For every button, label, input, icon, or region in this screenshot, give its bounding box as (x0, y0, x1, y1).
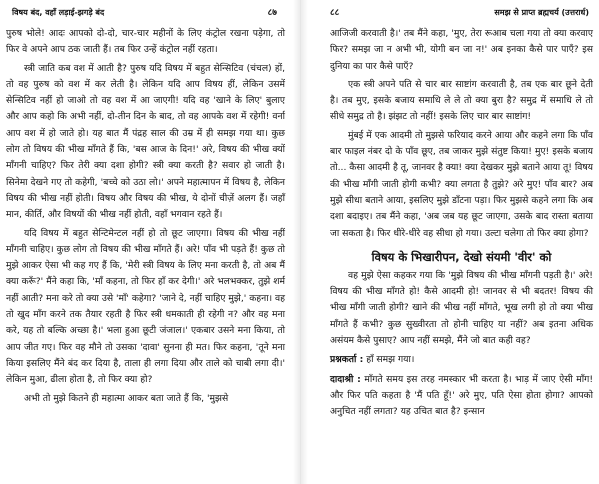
paragraph: मुंबई में एक आदमी तो मुझसे फरियाद करने आया और कहने लगा कि पाँव बार फाइल नंबर दो के पाँव छूए, तब जाकर मुझे संतुष्ट किया! मुए! इसके बजाय तो... कैसा आदमी है तू, जानवर है क्या! क्या देखकर मुझे बताने आया तू! विषय की भीख माँगी जाती होगी कभी? क्या लगता है तुझे? अरे मुए! पाँव बार? अब मुझे सीधा बताने आया, इसलिए मुझे डाँटना पड़ा। फिर मुझसे कहने लगा कि अब दशा बदाइए। तब मैंने कहा, 'अब जब यह छूट जाएगा, उसके बाद रास्ता बताया जा सकता है। फिर धीरे-धीरे वह सीधा हो गया। उल्टा चलेगा तो फिर क्या होगा? (330, 129, 593, 239)
page-number: ८७ (267, 8, 277, 18)
dialogue-line (330, 372, 593, 421)
paragraph: स्त्री जाति कब वश में आती है? पुरुष यदि विषय में बहुत सेन्सिटिव (चंचल) हों, तो वह पुरुष को वश में कर लेती है। लेकिन यदि आप विषय हीं, लेकिन उसमें सेन्सिटिव नहीं हो जाओ तो वह वश में आ जाएगी! यदि वह 'खाने के लिए' बुलाए और आप कहो कि अभी नहीं, दो-तीन दिन के बाद, तो वह आपके वश में रहेगी! वर्ना आप वश में हो जाते हो। यह बात मैं पंद्रह साल की उम्र में ही समझ गया था। कुछ लोग तो विषय की भीख माँगते हैं कि, 'बस आज के दिन!' अरे, विषय की भीख क्यों माँगनी चाहिए? फिर तेरी क्या दशा होगी? स्त्री क्या करती है? सवार हो जाती है। सिनेमा देखने गए तो कहेगी, 'बच्चे को उठा लो।' अपने महात्मापन में विषय है, लेकिन विषय की भीख नहीं होती। विषय और विषय की भीख, ये दोनों चीज़ें अलग हैं। जहाँ मान, कीर्ति, और विषयों की भीख नहीं होती, वहाँ भगवान रहते हैं। (6, 62, 285, 221)
paragraph: एक स्त्री अपने पति से चार बार साष्टांग करवाती है, तब एक बार छूने देती है। तब मुए, इसके बजाय समाधि ले ले तो क्या बुरा है? समुद्र में समाधि ले तो सीधे समुद्र तो है। झंझट तो नहीं! इसके लिए चार बार साष्टांग! (330, 78, 593, 123)
running-title: समझ से प्राप्त ब्रह्मचर्य (उत्तरार्ध) (494, 8, 589, 17)
paragraph: यदि विषय में बहुत सेन्टिमेन्टल नहीं हो तो छूट जाएगा। विषय की भीख नहीं माँगनी चाहिए। कुछ लोग तो विषय की भीख माँगते हैं। अरे! पाँव भी पड़ते हैं! कुछ तो मुझे आकर ऐसा भी कह गए हैं कि, 'मेरी स्त्री विषय के लिए मना करती है, तो अब मैं क्या करूँ?' मैंने कहा कि, 'माँ कहना, तो फिर हाँ कर देगी।' अरे भलभक्कर, तुझे शर्म नहीं आती? मना करे तो क्या उसे 'माँ' कहेगा? 'जाने दे, नहीं चाहिए मुझे,' कहना। वह तो खुद माँग करने तक तैयार रहती है फिर स्त्री धमकाती ही रहेगी न? और वह मना करे, यह तो बल्कि अच्छा है।' भला हुआ छूटी जंजाल।' एकबार उसने मना किया, तो आप जीत गए। फिर वह मौने तो उसका 'दावा' सुनना ही मत। फिर कहना, 'तूने मना किया इसलिए मैंने बंद कर दिया है, ताला ही लगा दिया और ताले को चाबी लगा दी।' लेकिन मुआ, ढीला होता है, तो फिर क्या हो? (6, 227, 285, 386)
page-number: ८८ (330, 8, 340, 18)
right-page (308, 0, 599, 484)
paragraph: पुरुष भोले! आदः आपको दो-दो, चार-चार महीनों के लिए कंट्रोल रखना पड़ेगा, तो फिर वे अपने आप ठक जाती हैं। तब फिर उन्हें कंट्रोल नहीं रहता। (6, 28, 285, 56)
left-page (0, 0, 293, 484)
speaker-label: दादाश्री : (330, 373, 361, 385)
right-page-header (330, 0, 593, 26)
book-gutter (293, 0, 308, 484)
dialogue-line (330, 352, 593, 368)
paragraph: वह मुझे ऐसा कहकर गया कि 'मुझे विषय की भीख माँगनी पड़ती है।' अरे! विषय की भीख माँगते हो! कैसे आदमी हो! जानवर से भी बदतर! विषय की भीख माँगी जाती होगी? खाने की भीख नहीं माँगते, भूख लगी हो तो क्या भीख माँगते हैं कभी? कुछ सुख्वीरता तो होनी चाहिए या नहीं? अब इतना अधिक असंयम कैसे पुसाए? आप नहीं समझे, मैंने जो बात कही वह? (330, 269, 593, 347)
dialogue-text: माँगते समय इस तरह नमस्कार भी करता है। भाड़ में जाए ऐसी माँग! और फिर पति कहता है 'मैं पति हूँ!' अरे मुए, पति ऐसा होता होगा? आपको अनुचित नहीं लगता? यह उचित बात है? इन्सान (330, 373, 594, 418)
running-title: विषय बंद, वहाँ लड़ाई-झगड़े बंद (12, 8, 105, 17)
dialogue-text: हाँ समझ गया। (366, 354, 415, 366)
paragraph: अभी तो मुझे कितने ही महात्मा आकर बता जाते हैं कि, 'मुझसे (24, 392, 229, 404)
speaker-label: प्रश्नकर्ता : (330, 354, 364, 366)
left-page-header (6, 0, 285, 26)
paragraph: आजिजी करवाती है।' तब मैंने कहा, 'मुए, तेरा रूआब चला गया तो क्या करवाए फिर? समझ जा न अभी भी, योगी बन जा न!' अब इनका कैसे पार पाएँ? इस दुनिया का पार कैसे पाएँ? (330, 28, 593, 72)
section-heading: विषय के भिखारीपन, देखो संयमी 'वीर' को (371, 249, 552, 264)
